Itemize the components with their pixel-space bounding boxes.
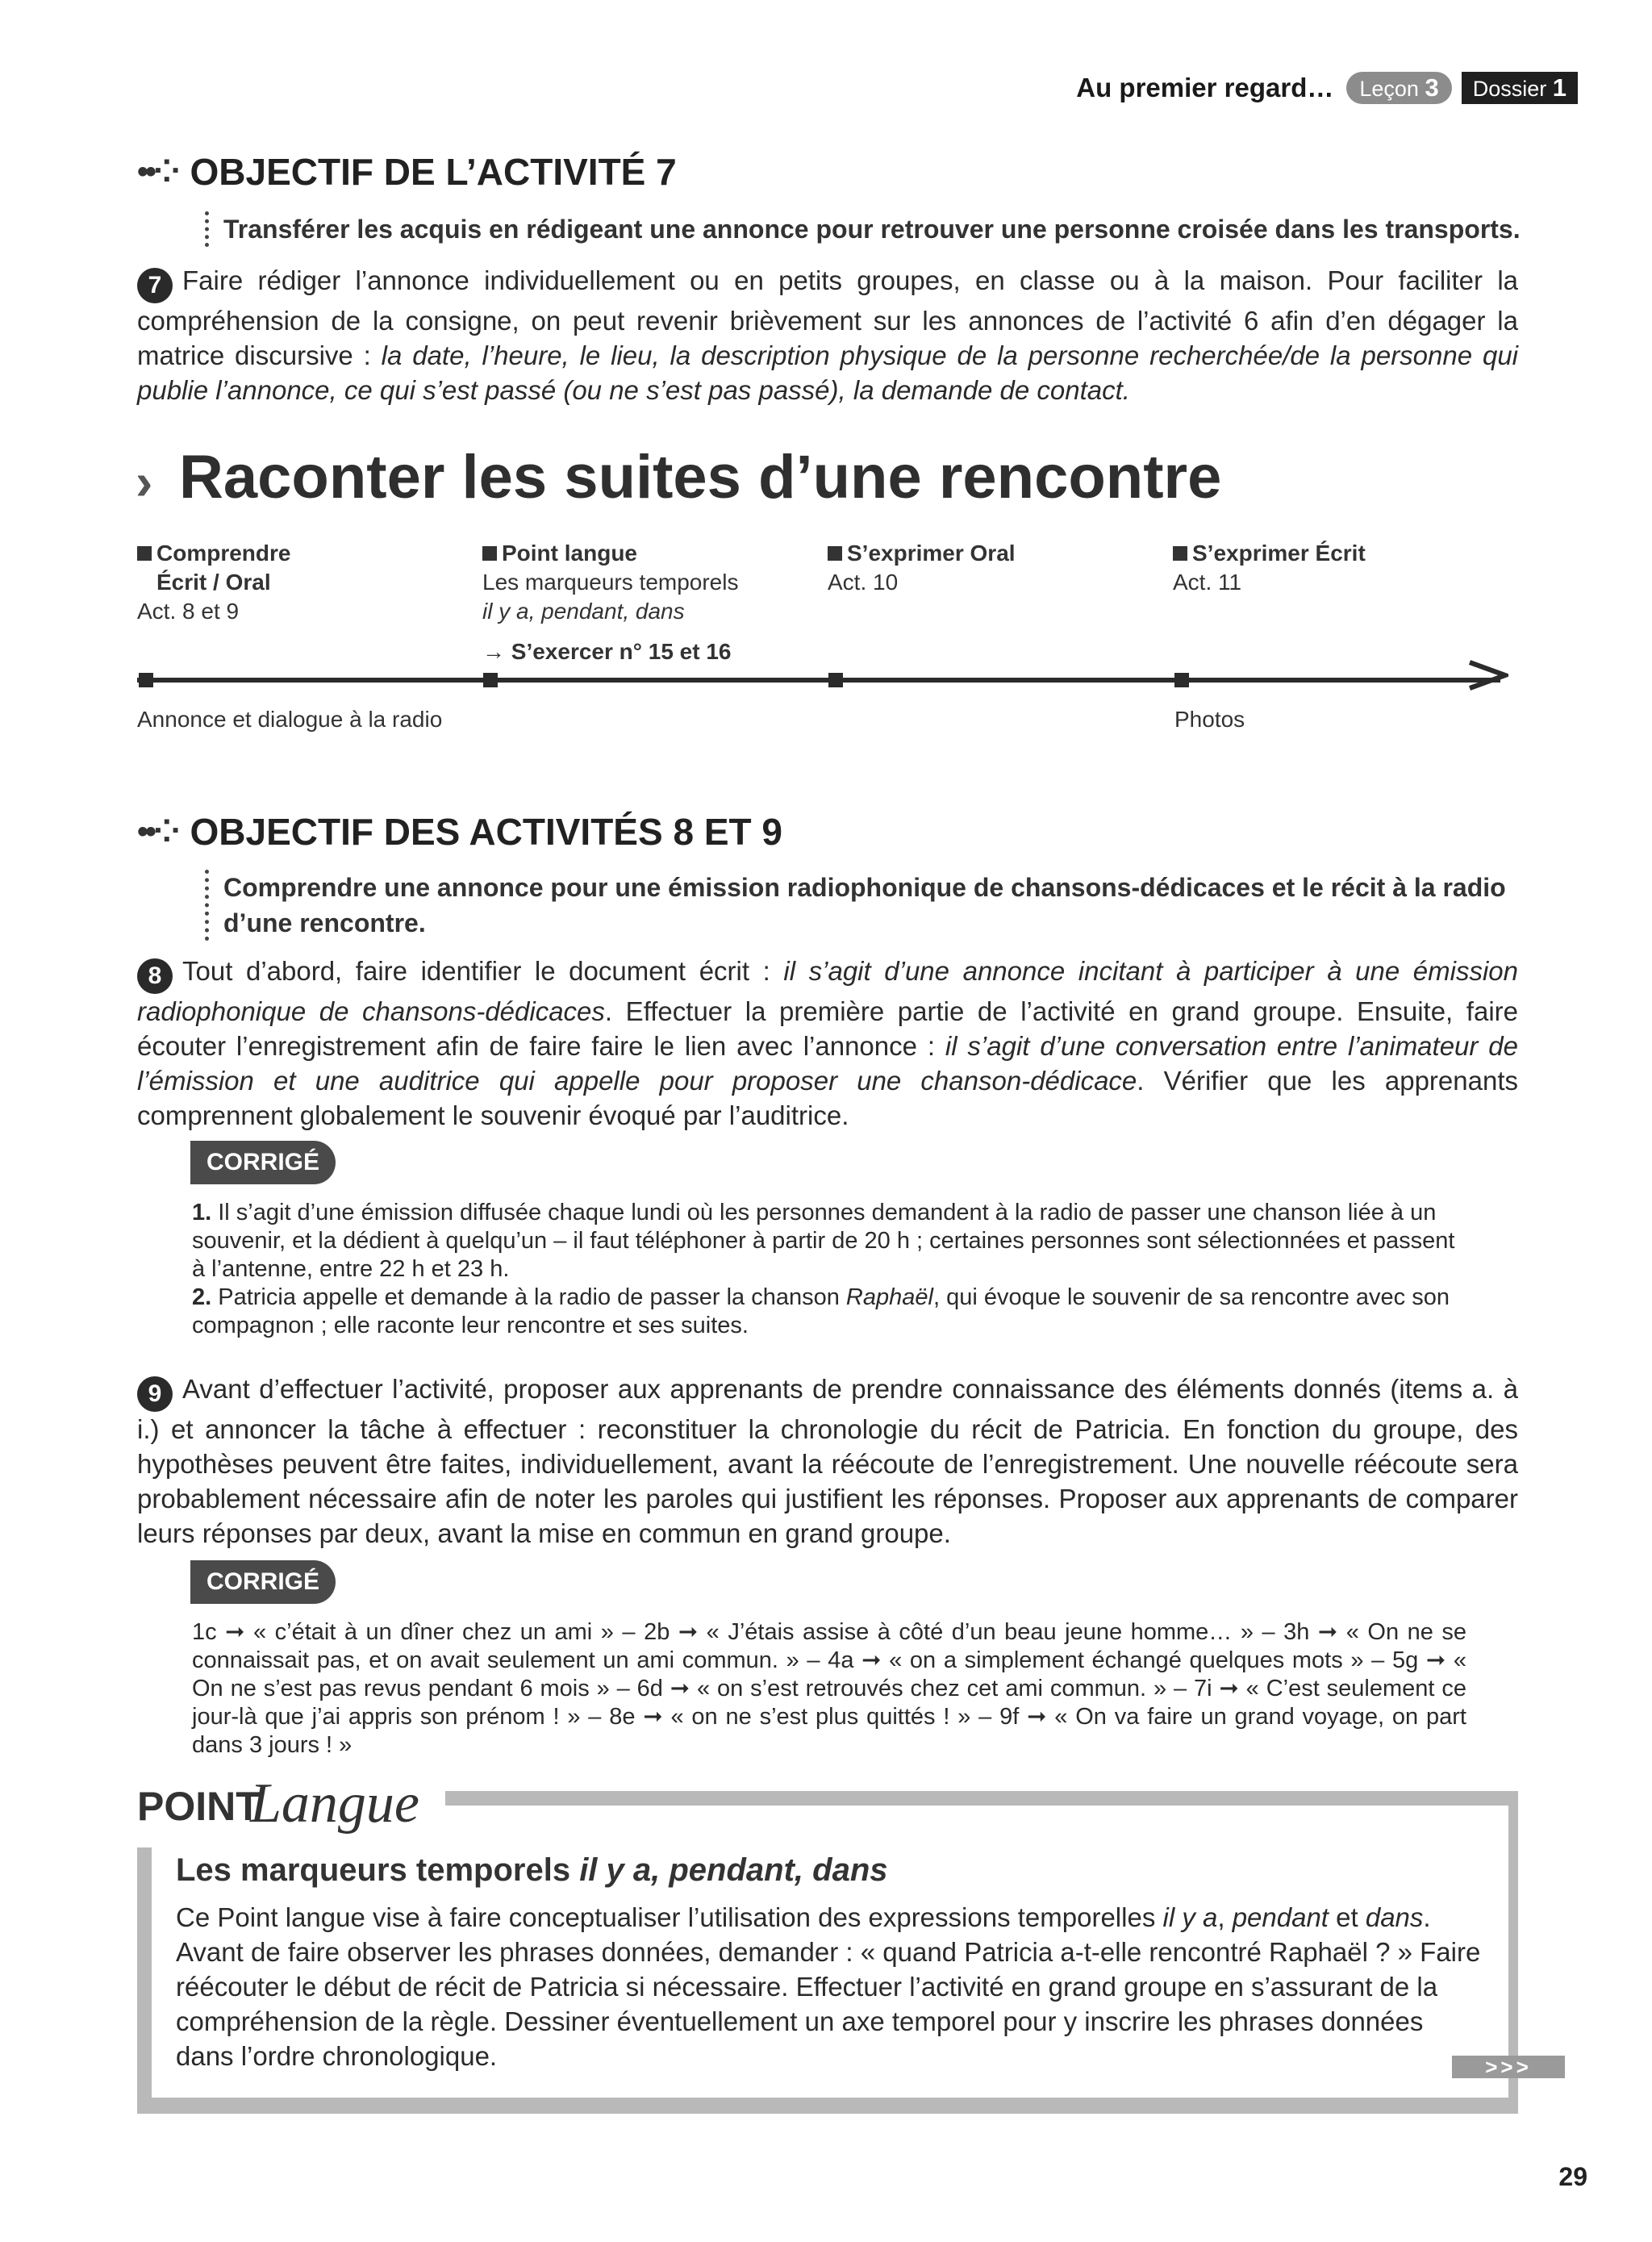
square-bullet-icon: [828, 546, 842, 561]
square-bullet-icon: [1173, 546, 1187, 561]
point-langue-word1: POINT: [137, 1784, 261, 1829]
dossier-label: Dossier: [1472, 77, 1547, 101]
corrige-1-item1: Il s’agit d’une émission diffusée chaque lundi où les personnes demandent à la radio de passer une chanson liée à un souvenir, et la dédient à quelqu’un – il faut téléphoner à partir de 20 h ; certaines personnes sont sélectionnées et passent à l’antenne, entre 22 h et 23 h.: [192, 1200, 1455, 1282]
arrow-head-icon: [1466, 660, 1508, 691]
corrige-1-item2b: , qui évoque le souvenir de sa rencontre avec son compagnon ; elle raconte leur rencontre et ses suites.: [192, 1284, 1450, 1338]
activity-9-number: 9: [137, 1376, 173, 1412]
timeline-marker: [483, 673, 498, 687]
page-number: 29: [1558, 2162, 1587, 2191]
activity-9-body: Avant d’effectuer l’activité, proposer aux apprenants de prendre connaissance des éléments donnés (items a. à i.) et annoncer la tâche à effectuer : reconstituer la chronologie du récit de Patricia. En fonction du groupe, des hypothèses peuvent être faites, individuellement, avant la réécoute de l’enregistrement. Une nouvelle réécoute sera probablement nécessaire afin de noter les paroles qui justifient les réponses. Proposer aux apprenants de comparer leurs réponses par deux, avant la mise en commun en grand groupe.: [137, 1374, 1518, 1548]
timeline-col4-title: S’exprimer Écrit: [1192, 541, 1366, 566]
timeline-col3-line2: Act. 10: [828, 570, 899, 595]
dots-arrow-icon: ••⁘: [137, 154, 177, 190]
activity-8-p1-italic: il s’agit d’une annonce incitant à participer à une émission radiophonique de chansons-dédicaces: [137, 956, 1518, 1026]
corrige-1-text: [192, 1199, 1466, 1340]
continue-arrows-icon: >>>: [1452, 2056, 1565, 2078]
point-langue-title-text: Les marqueurs temporels: [176, 1852, 580, 1888]
chevron-right-icon: ›: [136, 453, 153, 511]
corrige-1-num2: 2.: [192, 1284, 212, 1310]
corrige-1-num1: 1.: [192, 1200, 212, 1225]
objective-89-heading: [137, 810, 782, 854]
objective-7-heading: [137, 150, 677, 194]
objective-89-title: OBJECTIF DES ACTIVITÉS 8 ET 9: [190, 811, 782, 853]
timeline-col3-title: S’exprimer Oral: [847, 541, 1016, 566]
point-langue-title-italic: il y a, pendant, dans: [579, 1852, 888, 1888]
timeline-marker: [828, 673, 843, 687]
timeline-col1-line3: Act. 8 et 9: [137, 599, 240, 624]
lecon-number: 3: [1425, 73, 1439, 102]
activity-7-text: [137, 263, 1518, 407]
timeline-col-oral: [828, 539, 1016, 597]
square-bullet-icon: [482, 546, 497, 561]
timeline-col-point-langue: [482, 539, 738, 666]
timeline-col4-line2: Act. 11: [1173, 570, 1242, 595]
point-langue-expr-3: dans: [1365, 1902, 1424, 1932]
point-langue-expr-1: il y a: [1162, 1902, 1218, 1932]
corrige-2-text: 1c ➞ « c’était à un dîner chez un ami » – 2b ➞ « J’étais assise à côté d’un beau jeune homme… » – 3h ➞ « On ne se connaissait pas, et on avait seulement un ami commun. » – 4a ➞ « on a simplement échangé quelques mots » – 5g ➞ « On ne s’est pas revus pendant 6 mois » – 6d ➞ « on s’est retrouvés chez cet ami commun. » – 7i ➞ « C’est seulement ce jour-là que j’ai appris son prénom ! » – 8e ➞ « on ne s’est plus quittés ! » – 9f ➞ « On va faire un grand voyage, on part dans 3 jours ! »: [192, 1619, 1466, 1758]
lecon-label: Leçon: [1359, 77, 1419, 101]
corrige-label: CORRIGÉ: [190, 1141, 336, 1184]
activity-8-text: [137, 954, 1518, 1133]
dossier-badge: [1462, 72, 1578, 104]
objective-89-sub: Comprendre une annonce pour une émission radiophonique de chansons-dédicaces et le récit à la radio d’une rencontre.: [205, 870, 1530, 941]
point-langue-frame-left: [137, 1847, 152, 2112]
objective-7-sub: Transférer les acquis en rédigeant une annonce pour retrouver une personne croisée dans les transports.: [205, 211, 1530, 247]
point-langue-body: [176, 1900, 1483, 2073]
corrige-1-item2-italic: Raphaël: [845, 1284, 933, 1310]
point-langue-body-2: . Avant de faire observer les phrases données, demander : « quand Patricia a-t-elle rencontré Raphaël ? » Faire réécouter le début de récit de Patricia si nécessaire. Effectuer l’activité en grand groupe en s’assurant de la compréhension de la règle. Dessiner éventuellement un axe temporel pour y inscrire les phrases données dans l’ordre chronologique.: [176, 1902, 1481, 2071]
point-langue-body-1: Ce Point langue vise à faire conceptualiser l’utilisation des expressions temporelles: [176, 1902, 1163, 1932]
point-langue-frame-bottom: [137, 2098, 1518, 2114]
corrige-1-item2a: Patricia appelle et demande à la radio de passer la chanson: [211, 1284, 846, 1310]
corrige-label: CORRIGÉ: [190, 1560, 336, 1604]
dossier-number: 1: [1552, 73, 1566, 102]
activity-7-italic: la date, l’heure, le lieu, la description physique de la personne recherchée/de la personne qui publie l’annonce, ce qui s’est passé (ou ne s’est pas passé), la demande de contact.: [137, 340, 1518, 405]
activity-7-body: Faire rédiger l’annonce individuellement ou en petits groupes, en classe ou à la maison. Pour faciliter la compréhension de la consigne, on peut revenir brièvement sur les annonces de l’activité 6 afin d’en dégager la matrice discursive :: [137, 265, 1518, 370]
activity-8-p2: . Effectuer la première partie de l’activité en grand groupe. Ensuite, faire écouter l’enregistrement afin de faire faire le lien avec l’annonce :: [137, 996, 1518, 1061]
dots-arrow-icon: ••⁘: [137, 814, 177, 850]
header-title: Au premier regard…: [1076, 73, 1334, 102]
timeline-marker: [1174, 673, 1189, 687]
point-langue-sep-2: et: [1328, 1902, 1366, 1932]
timeline-label-1: Annonce et dialogue à la radio: [137, 707, 443, 732]
lecon-badge: [1346, 72, 1451, 104]
section-title: Raconter les suites d’une rencontre: [179, 443, 1222, 511]
timeline-label-4: Photos: [1174, 707, 1245, 732]
point-langue-word2: Langue: [250, 1772, 419, 1835]
timeline-col-ecrit: [1173, 539, 1366, 597]
activity-7-number: 7: [137, 268, 173, 303]
timeline-col1-line2: Écrit / Oral: [156, 570, 271, 595]
timeline-exercise-link: → S’exercer n° 15 et 16: [482, 639, 732, 664]
timeline-col2-line3: il y a, pendant, dans: [482, 599, 685, 624]
point-langue-sep-1: ,: [1217, 1902, 1233, 1932]
activity-8-p3: . Vérifier que les apprenants comprennent globalement le souvenir évoqué par l’auditrice.: [137, 1066, 1519, 1130]
activity-8-p1: Tout d’abord, faire identifier le document écrit :: [182, 956, 784, 986]
activity-9-text: [137, 1372, 1518, 1551]
activity-8-p2-italic: il s’agit d’une conversation entre l’animateur de l’émission et une auditrice qui appelle pour proposer une chanson-dédicace: [137, 1031, 1518, 1096]
activity-8-number: 8: [137, 958, 173, 994]
page-header: [1076, 71, 1578, 105]
timeline-col2-title: Point langue: [502, 541, 637, 566]
timeline-col1-title: Comprendre: [156, 541, 291, 566]
timeline-marker: [139, 673, 153, 687]
objective-7-title: OBJECTIF DE L’ACTIVITÉ 7: [190, 151, 677, 193]
point-langue-expr-2: pendant: [1232, 1902, 1329, 1932]
point-langue-title: [176, 1852, 888, 1889]
square-bullet-icon: [137, 546, 152, 561]
timeline-col-comprendre: [137, 539, 290, 626]
timeline-col2-line2: Les marqueurs temporels: [482, 570, 739, 595]
timeline-axis: [137, 678, 1500, 683]
point-langue-frame-top: [445, 1791, 1518, 1806]
